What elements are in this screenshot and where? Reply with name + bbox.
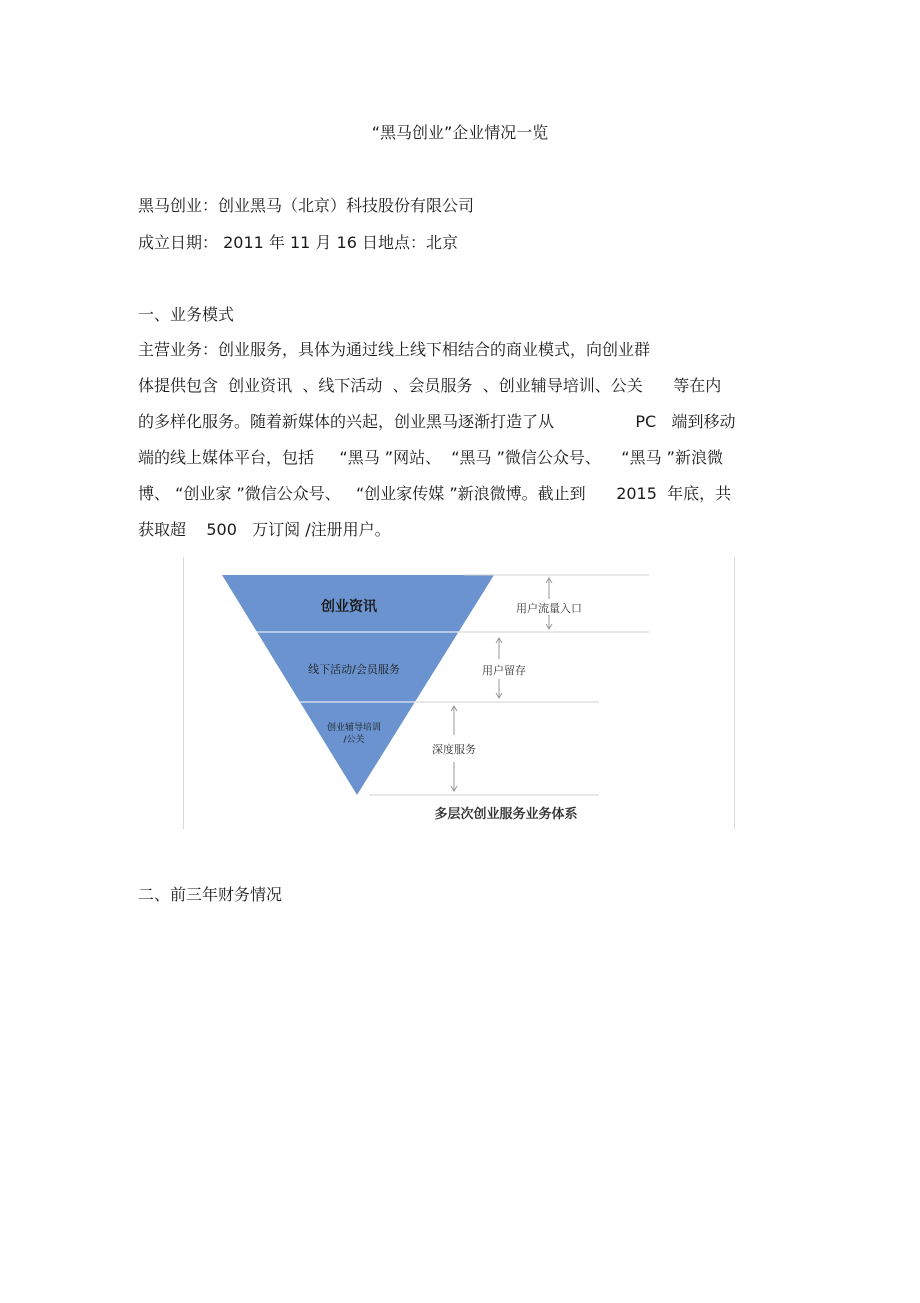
side-label-retention: 用户留存: [482, 664, 526, 677]
paragraph-line: 端的线上媒体平台，包括 “黑马 ”网站、 “黑马 ”微信公众号、 “黑马 ”新浪微: [138, 448, 723, 467]
side-label-traffic: 用户流量入口: [516, 602, 582, 615]
figure-caption: 多层次创业服务业务体系: [434, 807, 578, 822]
section1-heading: 一、业务模式: [138, 305, 235, 324]
paragraph-line: 体提供包含 创业资讯 、线下活动 、会员服务 、创业辅导培训、公关 等在内: [138, 376, 722, 395]
section1-paragraph: [138, 332, 774, 548]
company-line: 黑马创业：创业黑马（北京）科技股份有限公司: [138, 196, 475, 215]
layer-label-news: 创业资讯: [321, 599, 377, 615]
layer-label-training: 创业辅导培训: [326, 723, 382, 733]
layer-label-events: 线下活动/会员服务: [308, 663, 400, 676]
paragraph-line: 博、 “创业家 ”微信公众号、 “创业家传媒 ”新浪微博。截止到 2015 年底，共: [138, 484, 732, 503]
founded-line: 成立日期： 2011 年 11 月 16 日地点：北京: [138, 233, 458, 252]
paragraph-line: 获取超 500 万订阅 /注册用户。: [138, 520, 391, 539]
page-title: “黑马创业”企业情况一览: [371, 123, 549, 142]
layer-label-pr: /公关: [343, 735, 365, 745]
side-label-deep-service: 深度服务: [432, 743, 476, 756]
business-model-figure: [183, 557, 735, 829]
paragraph-line: 主营业务：创业服务，具体为通过线上线下相结合的商业模式，向创业群: [138, 340, 651, 359]
paragraph-line: 的多样化服务。随着新媒体的兴起，创业黑马逐渐打造了从 PC 端到移动: [138, 412, 736, 431]
section2-heading: 二、前三年财务情况: [138, 885, 283, 904]
funnel-diagram: [184, 557, 734, 829]
